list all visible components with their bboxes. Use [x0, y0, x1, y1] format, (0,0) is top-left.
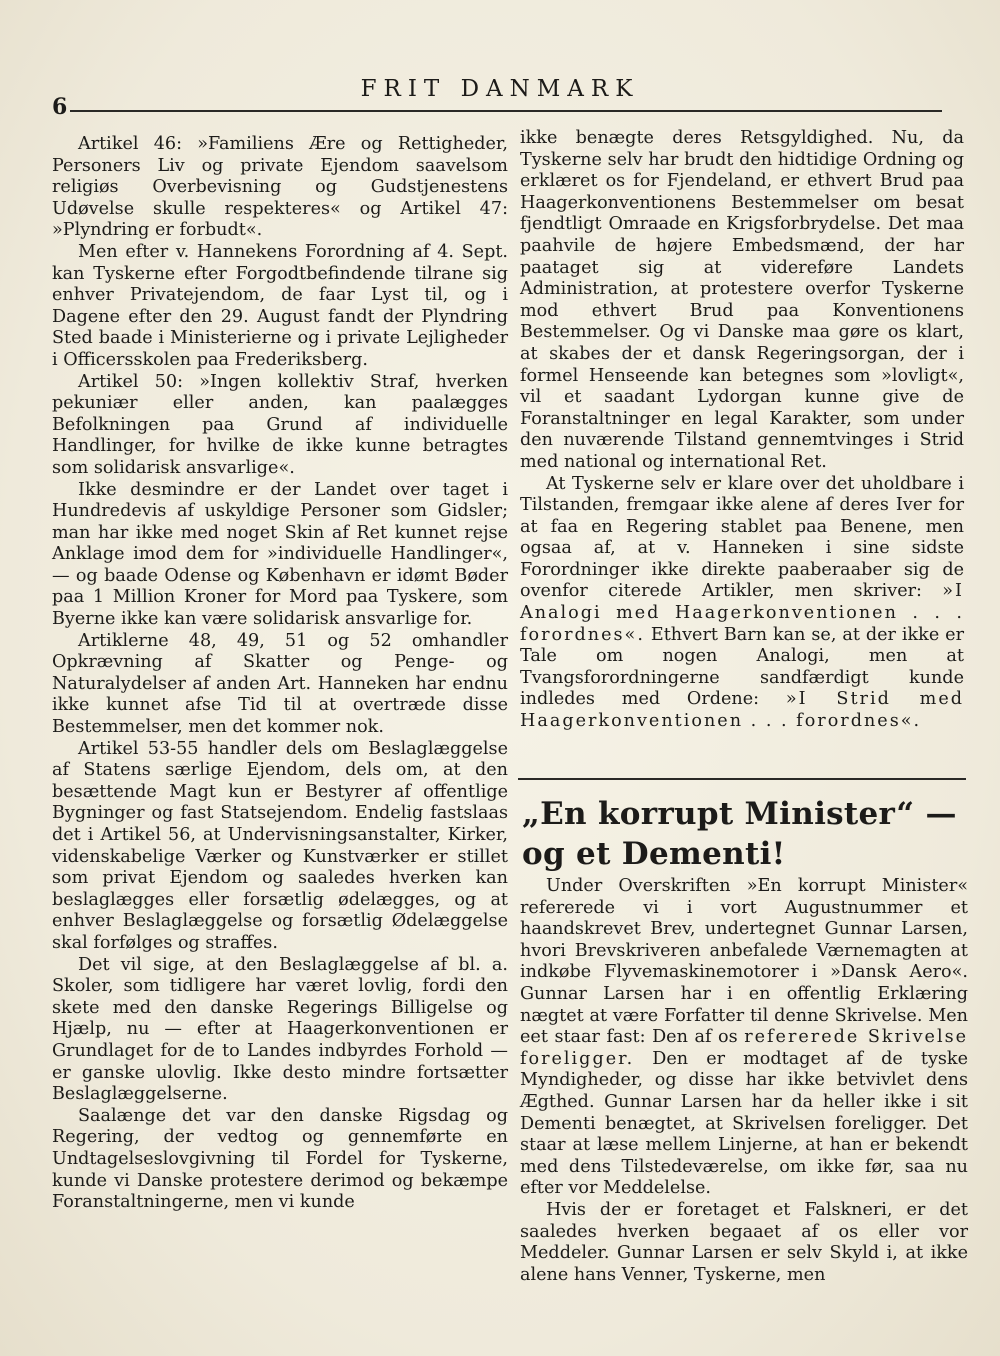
- paragraph: ikke benægte deres Retsgyldighed. Nu, da Tyskerne selv har brudt den hidtidige Ordning og erklæret os for Fjendeland, er ethvert Brud paa Haagerkonventionens Bestemmelser om besat fjendtligt Omraade en Krigsforbrydelse. Det maa paahvile de højere Embedsmænd, der har paataget sig at videreføre Landets Administration, at protestere overfor Tyskerne mod ethvert Brud paa Konventionens Bestemmelser. Og vi Danske maa gøre os klart, at skabes der et dansk Regeringsorgan, der i formel Henseende kan betegnes som »lovligt«, vil et saadant Lydorgan kunne give de Foranstaltninger en legal Karakter, som under den nuværende Tilstand gennemtvinges i Strid med national og international Ret.: [520, 128, 964, 472]
- paragraph: Det vil sige, at den Beslaglæggelse af bl. a. Skoler, som tidligere har været lovlig, fordi den skete med den danske Regerings Billigelse og Hjælp, nu — efter at Haagerkonventionen er Grundlaget for de to Landes indbyrdes Forhold — er ganske ulovlig. Ikke desto mindre fortsætter Beslaglæggelserne.: [52, 954, 508, 1105]
- paragraph: Saalænge det var den danske Rigsdag og Regering, der vedtog og gennemførte en Undtagelseslovgivning til Fordel for Tyskerne, kunde vi Danske protestere derimod og bekæmpe Foranstaltningerne, men vi kunde: [52, 1105, 508, 1213]
- paragraph: [520, 876, 968, 1200]
- masthead: FRIT DANMARK: [360, 76, 640, 102]
- paragraph: Artikel 53-55 handler dels om Beslaglæggelse af Statens særlige Ejendom, dels om, at den besættende Magt kun er Bestyrer af offentlige Bygninger og fast Statsejendom. Endelig fastslaas det i Artikel 56, at Undervisningsanstalter, Kirker, videnskabelige Værker og Kunstværker er stillet som privat Ejendom og saaledes hverken kan beslaglægges eller forsætlig ødelægges, og at enhver Beslaglæggelse og forsætlig Ødelæggelse skal forfølges og straffes.: [52, 738, 508, 953]
- headline-line: „En korrupt Minister“ —: [522, 796, 957, 832]
- left-column: [52, 134, 508, 1214]
- right-column-top: [520, 128, 964, 733]
- masthead-rule: [70, 110, 942, 112]
- text-run: Under Overskriften »En korrupt Minister« refererede vi i vort Augustnummer et haandskrevet Brev, undertegnet Gunnar Larsen, hvori Brevskriveren anbefalede Værnemagten at indkøbe Flyvemaskinemotorer i »Dansk Aero«. Gunnar Larsen har i en offentlig Erklæring nægtet at være Forfatter til denne Skrivelse. Men eet staar fast: Den af os: [520, 876, 968, 1048]
- spaced-text: refererede Skrivelse foreligger.: [520, 1027, 969, 1069]
- paragraph: Artiklerne 48, 49, 51 og 52 omhandler Opkrævning af Skatter og Penge- og Naturalydelser af anden Art. Hanneken har endnu ikke kunnet afse Tid til at overtræde disse Bestemmelser, men det kommer nok.: [52, 630, 508, 738]
- page-number: 6: [52, 94, 68, 120]
- spaced-quote: »I Analogi med Haagerkonventionen . . . forordnes«.: [520, 581, 964, 645]
- spaced-quote: »I Strid med Haagerkonventionen . . . forordnes«.: [520, 689, 964, 732]
- text-run: At Tyskerne selv er klare over det uholdbare i Tilstanden, fremgaar ikke alene af deres Iver for at faa en Regering stablet paa Benene, men ogsaa af, at v. Hanneken i sine sidste Forordninger ikke direkte paaberaaber sig de ovenfor citerede Artikler, men skriver:: [520, 473, 964, 602]
- paragraph: Artikel 50: »Ingen kollektiv Straf, hverken pekuniær eller anden, kan paalægges Befolkningen paa Grund af individuelle Handlinger, for hvilke de ikke kunne betragtes som solidarisk ansvarlige«.: [52, 371, 508, 478]
- paragraph: Artikel 46: »Familiens Ære og Rettigheder, Personers Liv og private Ejendom saavelsom religiøs Overbevisning og Gudstjenestens Udøvelse skulle respekteres« og Artikel 47: »Plyndring er forbudt«.: [52, 134, 508, 241]
- paragraph: [520, 474, 964, 733]
- headline-line: og et Dementi!: [522, 836, 786, 872]
- article-body: [520, 876, 968, 1286]
- paragraph: Ikke desmindre er der Landet over taget i Hundredevis af uskyldige Personer som Gidsler; man har ikke med noget Skin af Ret kunnet rejse Anklage imod dem for »individuelle Handlinger«, — og baade Odense og København er idømt Bøder paa 1 Million Kroner for Mord paa Tyskere, som Byerne ikke kan være solidarisk ansvarlige for.: [52, 479, 508, 630]
- paragraph: Hvis der er foretaget et Falskneri, er det saaledes hverken begaaet af os eller vor Meddeler. Gunnar Larsen er selv Skyld i, at ikke alene hans Venner, Tyskerne, men: [520, 1199, 968, 1285]
- paragraph: Men efter v. Hannekens Forordning af 4. Sept. kan Tyskerne efter Forgodtbefindende tilrane sig enhver Privatejendom, de faar Lyst til, og i Dagene efter den 29. August fandt der Plyndring Sted baade i Ministerierne og i private Lejligheder i Officersskolen paa Frederiksberg.: [52, 241, 508, 370]
- section-divider: [518, 778, 966, 780]
- article-headline: [522, 794, 972, 874]
- text-run: Den er modtaget af de tyske Myndigheder, og disse har ikke betvivlet dens Ægthed. Gunnar Larsen har da heller ikke i sit Dementi benægtet, at Skrivelsen foreligger. Det staar at læse mellem Linjerne, at han er bekendt med dens Tilstedeværelse, om ikke før, saa nu efter vor Meddelelse.: [520, 1048, 968, 1199]
- text-run: Ethvert Barn kan se, at der ikke er Tale om nogen Analogi, men at Tvangsforordningerne sandfærdigt kunde indledes med Ordene:: [520, 624, 964, 710]
